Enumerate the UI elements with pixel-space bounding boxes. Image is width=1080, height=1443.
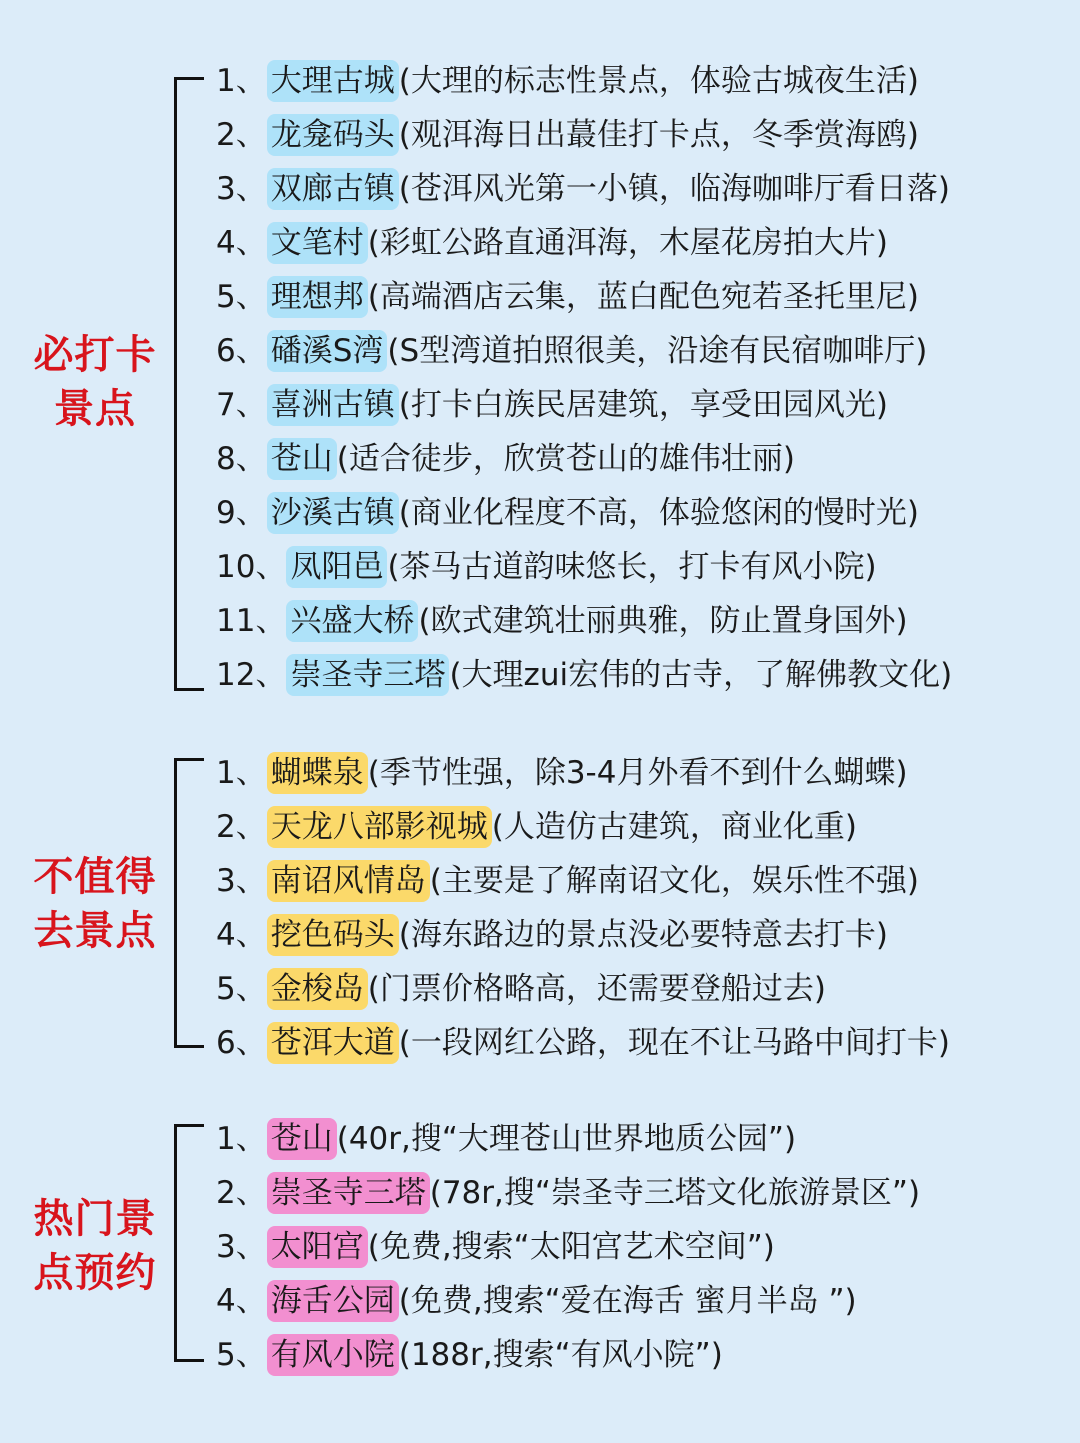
list-item [216,1332,723,1378]
item-number: 5、 [216,279,267,315]
section-bracket [174,758,204,1048]
item-number: 3、 [216,863,267,899]
section-bracket [174,77,204,691]
section-title-must-visit [22,328,168,436]
item-number: 3、 [216,171,267,207]
section-title-reservation [22,1192,168,1300]
item-number: 2、 [216,1175,267,1211]
item-number: 8、 [216,441,267,477]
item-description: (季节性强，除3-4月外看不到什么蝴蝶) [367,755,908,791]
item-number: 5、 [216,971,267,1007]
section-bracket [174,1124,204,1362]
item-description: (主要是了解南诏文化，娱乐性不强) [429,863,919,899]
item-description: (海东路边的景点没必要特意去打卡) [398,917,888,953]
item-description: (欧式建筑壮丽典雅，防止置身国外) [418,603,908,639]
item-number: 4、 [216,225,267,261]
item-name: 大理古城 [267,60,399,102]
list-item [216,58,919,104]
item-description: (观洱海日出蕞佳打卡点，冬季赏海鸥) [398,117,919,153]
item-name: 苍洱大道 [267,1022,399,1064]
item-name: 磻溪S湾 [267,330,388,372]
item-number: 1、 [216,63,267,99]
item-name: 金梭岛 [267,968,368,1010]
item-description: (免费,搜索“太阳宫艺术空间”) [367,1229,775,1265]
item-number: 6、 [216,333,267,369]
list-item [216,274,919,320]
item-number: 7、 [216,387,267,423]
section-title-line-1: 热门景 [33,1196,157,1242]
item-description: (78r,搜“崇圣寺三塔文化旅游景区”) [429,1175,921,1211]
item-description: (大理zui宏伟的古寺，了解佛教文化) [449,657,953,693]
item-description: (苍洱风光第一小镇，临海咖啡厅看日落) [398,171,950,207]
item-name: 崇圣寺三塔 [286,654,449,696]
item-number: 4、 [216,1283,267,1319]
list-item [216,544,877,590]
list-item [216,1116,796,1162]
item-name: 沙溪古镇 [267,492,399,534]
section-title-line-2: 点预约 [33,1250,157,1296]
section-title-line-1: 不值得 [33,854,157,900]
section-reservation [0,1116,1080,1386]
item-name: 挖色码头 [267,914,399,956]
item-number: 11、 [216,603,287,639]
item-name: 理想邦 [267,276,368,318]
item-description: (188r,搜索“有风小院”) [398,1337,723,1373]
list-item [216,858,919,904]
item-name: 凤阳邑 [286,546,387,588]
item-number: 5、 [216,1337,267,1373]
item-number: 4、 [216,917,267,953]
list-item [216,328,927,374]
item-description: (彩虹公路直通洱海，木屋花房拍大片) [367,225,888,261]
item-description: (人造仿古建筑，商业化重) [491,809,857,845]
list-item [216,750,908,796]
list-item [216,1278,857,1324]
list-item [216,436,795,482]
list-item [216,1170,920,1216]
list-item [216,112,919,158]
item-description: (打卡白族民居建筑，享受田园风光) [398,387,888,423]
item-name: 蝴蝶泉 [267,752,368,794]
list-item [216,1020,950,1066]
item-number: 9、 [216,495,267,531]
item-description: (免费,搜索“爱在海舌 蜜月半岛 ”) [398,1283,857,1319]
item-description: (商业化程度不高，体验悠闲的慢时光) [398,495,919,531]
item-name: 兴盛大桥 [286,600,418,642]
section-must-visit [0,58,1080,698]
list-item [216,1224,775,1270]
item-description: (一段网红公路，现在不让马路中间打卡) [398,1025,950,1061]
list-item [216,598,908,644]
list-item [216,490,919,536]
item-number: 6、 [216,1025,267,1061]
item-description: (大理的标志性景点，体验古城夜生活) [398,63,919,99]
item-name: 天龙八部影视城 [267,806,492,848]
item-number: 2、 [216,117,267,153]
list-item [216,382,888,428]
item-description: (高端酒店云集，蓝白配色宛若圣托里尼) [367,279,919,315]
item-name: 崇圣寺三塔 [267,1172,430,1214]
item-number: 2、 [216,809,267,845]
item-number: 3、 [216,1229,267,1265]
item-name: 苍山 [267,1118,337,1160]
item-name: 有风小院 [267,1334,399,1376]
item-name: 喜洲古镇 [267,384,399,426]
item-number: 12、 [216,657,287,693]
item-description: (适合徒步，欣赏苍山的雄伟壮丽) [336,441,795,477]
item-number: 10、 [216,549,287,585]
item-description: (茶马古道韵味悠长，打卡有风小院) [387,549,877,585]
section-title-line-2: 去景点 [33,908,157,954]
list-item [216,912,888,958]
item-name: 双廊古镇 [267,168,399,210]
item-name: 南诏风情岛 [267,860,430,902]
item-description: (S型湾道拍照很美，沿途有民宿咖啡厅) [387,333,928,369]
section-title-line-1: 必打卡 [33,332,157,378]
section-title-not-worth [22,850,168,958]
item-number: 1、 [216,1121,267,1157]
item-name: 文笔村 [267,222,368,264]
section-not-worth [0,750,1080,1070]
list-item [216,166,950,212]
item-name: 太阳宫 [267,1226,368,1268]
item-name: 海舌公园 [267,1280,399,1322]
list-item [216,220,888,266]
item-name: 苍山 [267,438,337,480]
item-name: 龙龛码头 [267,114,399,156]
section-title-line-2: 景点 [54,386,136,432]
item-description: (门票价格略高，还需要登船过去) [367,971,826,1007]
list-item [216,804,857,850]
list-item [216,652,952,698]
item-number: 1、 [216,755,267,791]
item-description: (40r,搜“大理苍山世界地质公园”) [336,1121,797,1157]
list-item [216,966,826,1012]
